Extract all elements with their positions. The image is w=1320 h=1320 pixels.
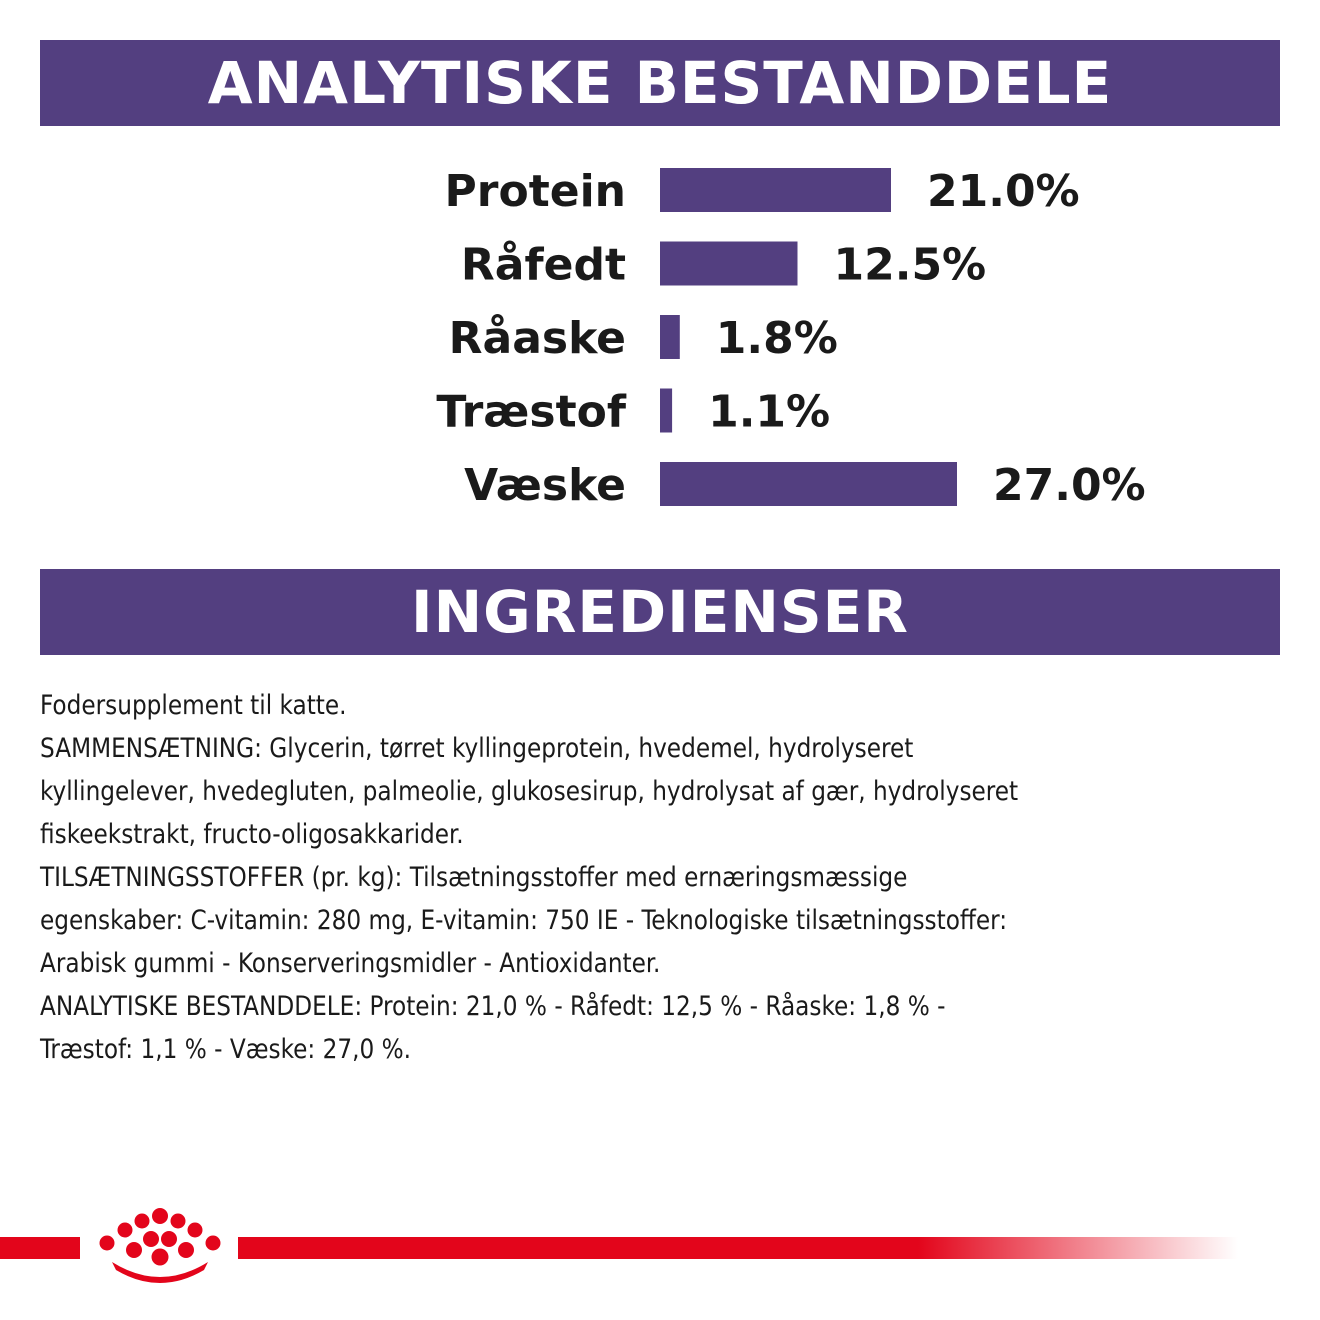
value-label: 27.0% — [993, 460, 1146, 511]
nutrient-bar-chart — [0, 150, 1320, 530]
bar — [660, 168, 891, 212]
bar — [660, 462, 957, 506]
ingredients-line: fiskeekstrakt, fructo-oligosakkarider. — [40, 819, 464, 850]
category-label: Træstof — [436, 386, 626, 438]
ingredients-line: TILSÆTNINGSSTOFFER (pr. kg): Tilsætningsstoffer med ernæringsmæssige — [40, 862, 908, 893]
bar — [660, 389, 672, 433]
ingredients-line: ANALYTISKE BESTANDDELE: Protein: 21,0 % - Råfedt: 12,5 % - Råaske: 1,8 % - — [40, 991, 946, 1022]
ingredients-line: SAMMENSÆTNING: Glycerin, tørret kyllingeprotein, hvedemel, hydrolyseret — [40, 733, 914, 764]
bar — [660, 315, 680, 359]
ingredients-text — [40, 684, 1224, 1071]
footer-red-line-left — [0, 1237, 80, 1259]
footer-red-line-right — [238, 1237, 1238, 1259]
ingredients-line: Træstof: 1,1 % - Væske: 27,0 %. — [40, 1034, 411, 1065]
category-label: Væske — [464, 460, 626, 511]
royal-canin-crown-icon — [90, 1206, 230, 1284]
bar — [660, 242, 798, 286]
ingredients-line: egenskaber: C-vitamin: 280 mg, E-vitamin: 750 IE - Teknologiske tilsætningsstoffer: — [40, 905, 1008, 936]
ingredients-section-banner — [40, 569, 1280, 655]
value-label: 21.0% — [927, 166, 1080, 217]
analytic-section-banner — [40, 40, 1280, 126]
ingredients-section-title: INGREDIENSER — [411, 578, 909, 646]
category-label: Råfedt — [460, 239, 626, 291]
ingredients-line: kyllingelever, hvedegluten, palmeolie, glukosesirup, hydrolysat af gær, hydrolyseret — [40, 776, 1019, 807]
value-label: 12.5% — [833, 239, 987, 291]
ingredients-line: Fodersupplement til katte. — [40, 690, 347, 721]
value-label: 1.1% — [708, 386, 831, 438]
analytic-section-title: ANALYTISKE BESTANDDELE — [207, 49, 1113, 117]
category-label: Protein — [444, 166, 626, 217]
ingredients-line: Arabisk gummi - Konserveringsmidler - Antioxidanter. — [40, 948, 661, 979]
category-label: Råaske — [448, 313, 626, 364]
value-label: 1.8% — [715, 313, 838, 364]
